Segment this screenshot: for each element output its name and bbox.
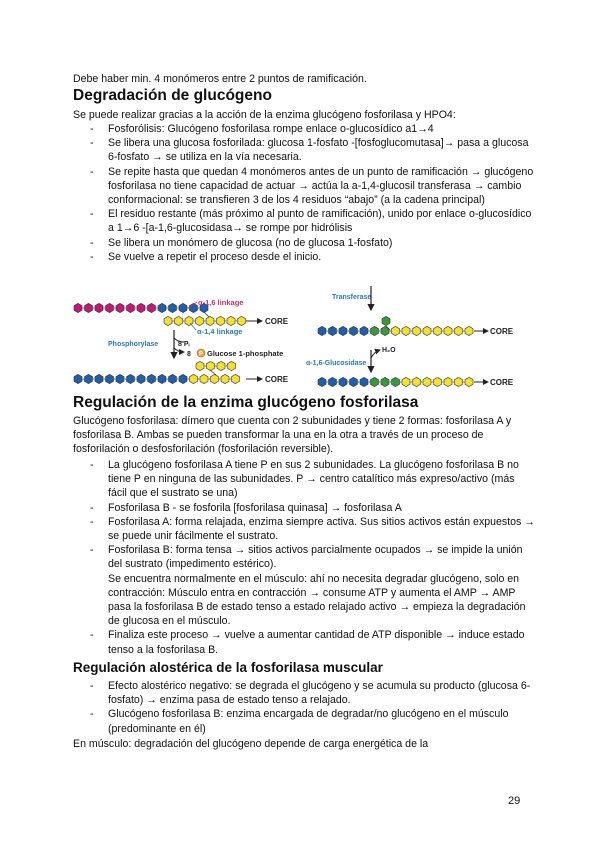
glucose-residue-hexagon	[137, 374, 145, 383]
core-label: CORE	[265, 317, 289, 326]
glucose-residue-hexagon	[318, 326, 326, 335]
glucose-residue-hexagon	[434, 326, 442, 335]
glucose-residue-hexagon	[381, 377, 389, 386]
glucose-residue-hexagon	[200, 374, 208, 383]
closing-text: En músculo: degradación del glucógeno depende de carga energética de la	[73, 738, 429, 750]
section-heading-alosterica: Regulación alostérica de la fosforilasa muscular	[73, 660, 383, 675]
glucose-residue-hexagon	[318, 377, 326, 386]
glucose-residue-hexagon	[423, 377, 431, 386]
list-item: - Finaliza este proceso → vuelve a aumentar cantidad de ATP disponible → induce estado tenso a la fosforilasa B.	[90, 629, 525, 656]
glucose-residue-hexagon	[148, 303, 156, 312]
glucose-residue-hexagon	[85, 374, 93, 383]
glucose-residue-hexagon	[413, 377, 421, 386]
glucose-residue-hexagon	[137, 303, 145, 312]
regulacion-paragraph: Glucógeno fosforilasa: dímero que cuenta con 2 subunidades y tiene 2 formas: fosforilasa A y fosforilasa B. Ambas se pueden transformar la una en la otra a través de un proceso de fosforilación o desfosforilación (fosforilación reversible).	[73, 415, 512, 456]
glucose-residue-hexagon	[371, 377, 379, 386]
glucosidase-label: α-1,6-Glucosidase	[306, 360, 367, 367]
glucose-residue-hexagon	[371, 326, 379, 335]
glucose-residue-hexagon	[206, 316, 214, 325]
glucose-residue-hexagon	[158, 303, 166, 312]
glucose-residue-hexagon	[169, 374, 177, 383]
glucose-residue-hexagon	[217, 316, 225, 325]
glucose-residue-hexagon	[455, 377, 463, 386]
glucose-residue-hexagon	[116, 303, 124, 312]
glucose-residue-hexagon	[127, 303, 135, 312]
list-item: - Fosforólisis: Glucógeno fosforilasa rompe enlace o-glucosídico a1→4	[90, 123, 434, 135]
glucose-residue-hexagon	[196, 361, 204, 370]
phosphate-p-label: P	[199, 351, 204, 358]
glycogen-chain-bottom-left	[74, 361, 240, 383]
phosphorylase-label: Phosphorylase	[108, 341, 159, 348]
h2o-label: H₂O	[382, 347, 396, 354]
glucose-residue-hexagon	[402, 326, 410, 335]
glycogen-chain-bottom-right	[318, 377, 473, 386]
alosterica-list	[90, 679, 536, 736]
glucose-residue-hexagon	[465, 377, 473, 386]
glucose-1-phosphate-label: Glucose 1-phosphate	[207, 349, 284, 358]
alpha14-linkage-label: α-1,4 linkage	[197, 327, 243, 336]
core-label: CORE	[490, 327, 514, 336]
glucose-residue-hexagon	[413, 326, 421, 335]
glucose-residue-hexagon	[217, 361, 225, 370]
glucose-residue-hexagon	[329, 377, 337, 386]
list-item: - Fosforilasa A: forma relajada, enzima siempre activa. Sus sitios activos están expuestos → se puede unir fácilmente el sustrato.	[90, 515, 535, 543]
list-item: - Fosforilasa B - se fosforila [fosforilasa quinasa] → fosforilasa A	[90, 501, 402, 514]
glucose-residue-hexagon	[85, 303, 93, 312]
glucose-residue-hexagon	[127, 374, 135, 383]
glucose-residue-hexagon	[185, 316, 193, 325]
core-label: CORE	[265, 375, 289, 384]
list-item: - Glucógeno fosforilasa B: enzima encargada de degradar/no glucógeno en el músculo (predominante en él)	[90, 708, 509, 735]
glucose-residue-hexagon	[179, 374, 187, 383]
glucose-residue-hexagon	[227, 316, 235, 325]
glucose-residue-hexagon	[339, 326, 347, 335]
glycosidic-bond	[210, 370, 216, 375]
list-item: - El residuo restante (más próximo al punto de ramificación), unido por enlace o-glucosídico a 1→6 -[a-1,6-glucosidasa→ se rompe por hidrólisis	[90, 208, 532, 235]
glucose-residue-hexagon	[158, 374, 166, 383]
glucose-residue-hexagon	[164, 316, 172, 325]
list-item: - Fosforilasa B: forma tensa → sitios activos parcialmente ocupados → se impide la unión del sustrato (impedimento estérico). Se encuentra normalmente en el músculo: ahí no necesita degradar glucógeno, solo en contracción: Músculo entra en contracción → consume ATP y aumenta el AMP → AMP pasa la fosforilasa B de estado tenso a estado relajado activo → empieza la degradación de glucosa en el músculo.	[90, 544, 526, 628]
list-item: - Se libera un monómero de glucosa (no de glucosa 1-fosfato)	[90, 236, 393, 249]
glucose-residue-hexagon	[211, 374, 219, 383]
glucose-residue-hexagon	[329, 326, 337, 335]
glucose-residue-hexagon	[392, 326, 400, 335]
glucose-residue-hexagon	[238, 316, 246, 325]
intro-text: Debe haber min. 4 monómeros entre 2 puntos de ramificación.	[73, 73, 367, 85]
glucose-residue-hexagon	[179, 303, 187, 312]
glucose-residue-hexagon	[148, 374, 156, 383]
glucose-residue-hexagon	[95, 303, 103, 312]
glucose-residue-hexagon	[360, 377, 368, 386]
glucose-residue-hexagon	[382, 316, 390, 325]
list-item: - La glucógeno fosforilasa A tiene P en sus 2 subunidades. La glucógeno fosforilasa B no tiene P en ninguna de las subunidades. P → centro catalítico más expreso/activo (más fácil que el sustrato se una)	[90, 459, 519, 500]
core-label: CORE	[490, 378, 514, 387]
glucose-residue-hexagon	[423, 326, 431, 335]
degradacion-lead: Se puede realizar gracias a la acción de la enzima glucógeno fosforilasa y HPO4:	[73, 109, 456, 121]
glucose-residue-hexagon	[455, 326, 463, 335]
glucose-residue-hexagon	[207, 361, 215, 370]
glucose-residue-hexagon	[228, 361, 236, 370]
glucose-residue-hexagon	[95, 374, 103, 383]
glucose-residue-hexagon	[402, 377, 410, 386]
page-number: 29	[508, 795, 521, 807]
glycosidic-bond	[204, 312, 209, 317]
glucose-residue-hexagon	[106, 374, 114, 383]
glucose-residue-hexagon	[392, 377, 400, 386]
glucose-residue-hexagon	[350, 326, 358, 335]
glucose-residue-hexagon	[232, 374, 240, 383]
glucose-residue-hexagon	[175, 316, 183, 325]
section-heading-regulacion: Regulación de la enzima glucógeno fosforilasa	[73, 394, 419, 411]
glucose-residue-hexagon	[444, 377, 452, 386]
glucose-residue-hexagon	[196, 316, 204, 325]
list-item: - Se libera una glucosa fosforilada: glucosa 1-fosfato -[fosfoglucomutasa]→ pasa a glucosa 6-fosfato → se utiliza en la vía necesaria.	[90, 137, 529, 164]
glucose-residue-hexagon	[74, 374, 82, 383]
glucose-residue-hexagon	[434, 377, 442, 386]
pi-label: 8 Pᵢ	[178, 341, 190, 348]
section-heading-degradacion: Degradación de glucógeno	[73, 87, 272, 104]
glucose-residue-hexagon	[116, 374, 124, 383]
eight-label: 8	[187, 351, 191, 358]
transferase-label: Transferase	[332, 294, 372, 301]
glucose-residue-hexagon	[106, 303, 114, 312]
regulacion-list	[90, 458, 536, 657]
glycogen-chain-top-right	[318, 316, 473, 335]
glucose-residue-hexagon	[465, 326, 473, 335]
glucose-residue-hexagon	[339, 377, 347, 386]
degradacion-list	[90, 122, 536, 264]
list-item: - Se vuelve a repetir el proceso desde el inicio.	[90, 250, 322, 263]
glycogen-degradation-figure	[70, 286, 540, 396]
alpha16-linkage-label: α-1,6 linkage	[198, 298, 244, 307]
list-item: - Efecto alostérico negativo: se degrada el glucógeno y se acumula su producto (glucosa 6-fosfato) → enzima pasa de estado tenso a relajado.	[90, 680, 531, 707]
glucose-residue-hexagon	[350, 377, 358, 386]
glucose-residue-hexagon	[169, 303, 177, 312]
glucose-residue-hexagon	[444, 326, 452, 335]
glucose-residue-hexagon	[74, 303, 82, 312]
glucose-residue-hexagon	[360, 326, 368, 335]
glucose-residue-hexagon	[221, 374, 229, 383]
glucose-residue-hexagon	[190, 374, 198, 383]
list-item: - Se repite hasta que quedan 4 monómeros antes de un punto de ramificación → glucógeno fosforilasa no tiene capacidad de actuar → actúa la a-1,4-glucosil transferasa → cambio conformacional: se transfieren 3 de los 4 residuos “abajo” (a la cadena principal)	[90, 165, 534, 207]
